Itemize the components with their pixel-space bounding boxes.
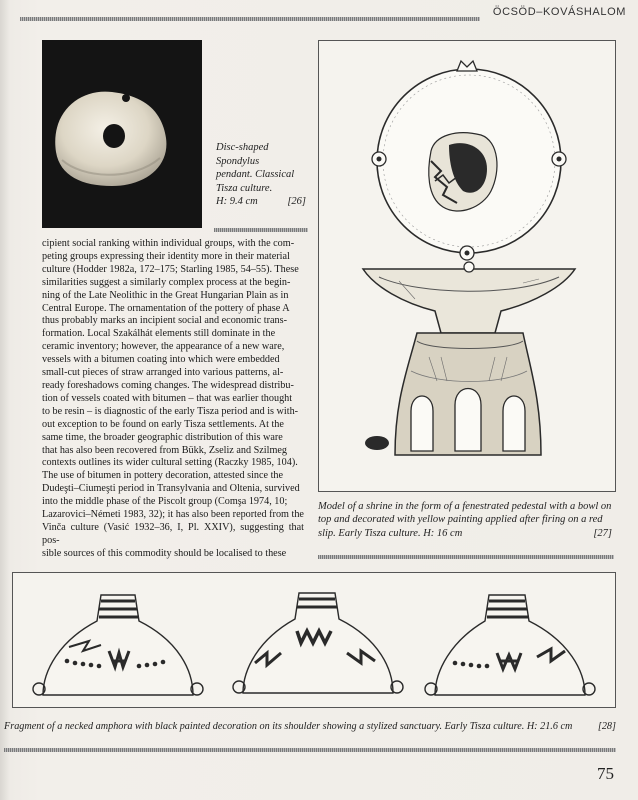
text-line: small-cut pieces of straw arranged into various patterns, al- <box>42 367 284 379</box>
spondylus-pendant-image <box>42 40 202 228</box>
text-line: Vinča culture (Vasić 1932–36, I, Pl. XXIV), suggesting that pos- <box>42 521 304 546</box>
page-number: 75 <box>597 764 614 783</box>
caption-line: Spondylus <box>216 155 260 167</box>
figure-27-caption <box>318 500 614 540</box>
text-line: formation. Local Szakálhát elements still dominate in the <box>42 328 276 340</box>
pendant-photo <box>42 40 202 228</box>
text-line: out exception to be found on early Tisza settlements. At the <box>42 418 284 430</box>
running-header <box>20 6 630 22</box>
amphora-view <box>425 595 595 695</box>
text-line: vessels with a bitumen coating into which were embedded <box>42 354 280 366</box>
shrine-drawing-frame <box>318 40 616 492</box>
figure-28-number: [28] <box>597 721 616 732</box>
text-line: tion of vessels coated with bitumen – that was earlier thought <box>42 392 293 404</box>
figure-28-caption-text: Fragment of a necked amphora with black painted decoration on its shoulder showing a stylized sanctuary. Early Tisza culture. H: 21.6 cm <box>4 721 573 732</box>
caption-rule <box>4 748 616 752</box>
text-line: Lazarovici–Németi 1983, 32); it has also been reported from the <box>42 509 304 521</box>
body-text <box>42 238 304 561</box>
text-line: cipient social ranking within individual groups, with the com- <box>42 238 295 249</box>
shrine-model-illustration <box>319 41 615 491</box>
figure-28-caption <box>4 721 616 732</box>
caption-line: H: 9.4 cm <box>216 196 258 207</box>
figure-27-caption-text: Model of a shrine in the form of a fenestrated pedestal with a bowl on top and decorated with yellow painting applied after firing on a red slip. Early Tisza culture. H: 16 cm <box>318 501 612 539</box>
amphora-view <box>33 595 203 695</box>
header-title: ÖCSÖD–KOVÁSHALOM <box>492 6 626 18</box>
text-line: same time, the broader geographic distribution of this ware <box>42 431 283 443</box>
text-line: culture (Hodder 1982a, 172–175; Starling 1985, 54–55). These <box>42 263 299 275</box>
text-line: into the middle phase of the Piscolt group (Comşa 1974, 10; <box>42 496 288 508</box>
text-line: ready foreshadows coming changes. The widespread distribu- <box>42 379 294 391</box>
caption-line: Tisza culture. <box>216 182 273 194</box>
text-line: ceramic inventory; however, the appearance of a new ware, <box>42 341 285 353</box>
caption-rule <box>214 228 308 232</box>
caption-line: pendant. Classical <box>216 169 295 180</box>
text-line: similarities suggest a similarly complex process at the begin- <box>42 276 291 288</box>
text-line: sible sources of this commodity should be localised to these <box>42 547 287 559</box>
text-line: to be resin – is diagnostic of the early Tisza period and is with- <box>42 405 299 417</box>
header-rule <box>20 17 480 21</box>
text-line: peting groups expressing their identity more in their material <box>42 250 290 262</box>
text-line: contexts outlines its wider cultural setting (Raczky 1985, 104). <box>42 457 298 469</box>
caption-line: Disc-shaped <box>216 142 269 153</box>
text-line: that has also been recovered from Bükk, Zseliz and Szilmeg <box>42 444 287 456</box>
amphora-view <box>233 593 403 693</box>
figure-27-number: [27] <box>593 527 612 539</box>
text-line: Central Europe. The ornamentation of the pottery of phase A <box>42 302 290 314</box>
text-line: ning of the Late Neolithic in the Great Hungarian Plain as in <box>42 289 289 301</box>
amphora-drawing-frame <box>12 572 616 708</box>
figure-26-caption <box>216 141 308 209</box>
text-line: Dudeşti–Ciumeşti period in Transylvania and Oltenia, survived <box>42 483 300 495</box>
figure-26-number: [26] <box>287 196 306 207</box>
necked-amphora-illustrations <box>13 573 615 707</box>
text-line: thus probably marks an incipient social and economic trans- <box>42 315 287 327</box>
caption-rule <box>318 555 614 559</box>
text-line: The use of bitumen in pottery decoration, attested since the <box>42 470 284 482</box>
